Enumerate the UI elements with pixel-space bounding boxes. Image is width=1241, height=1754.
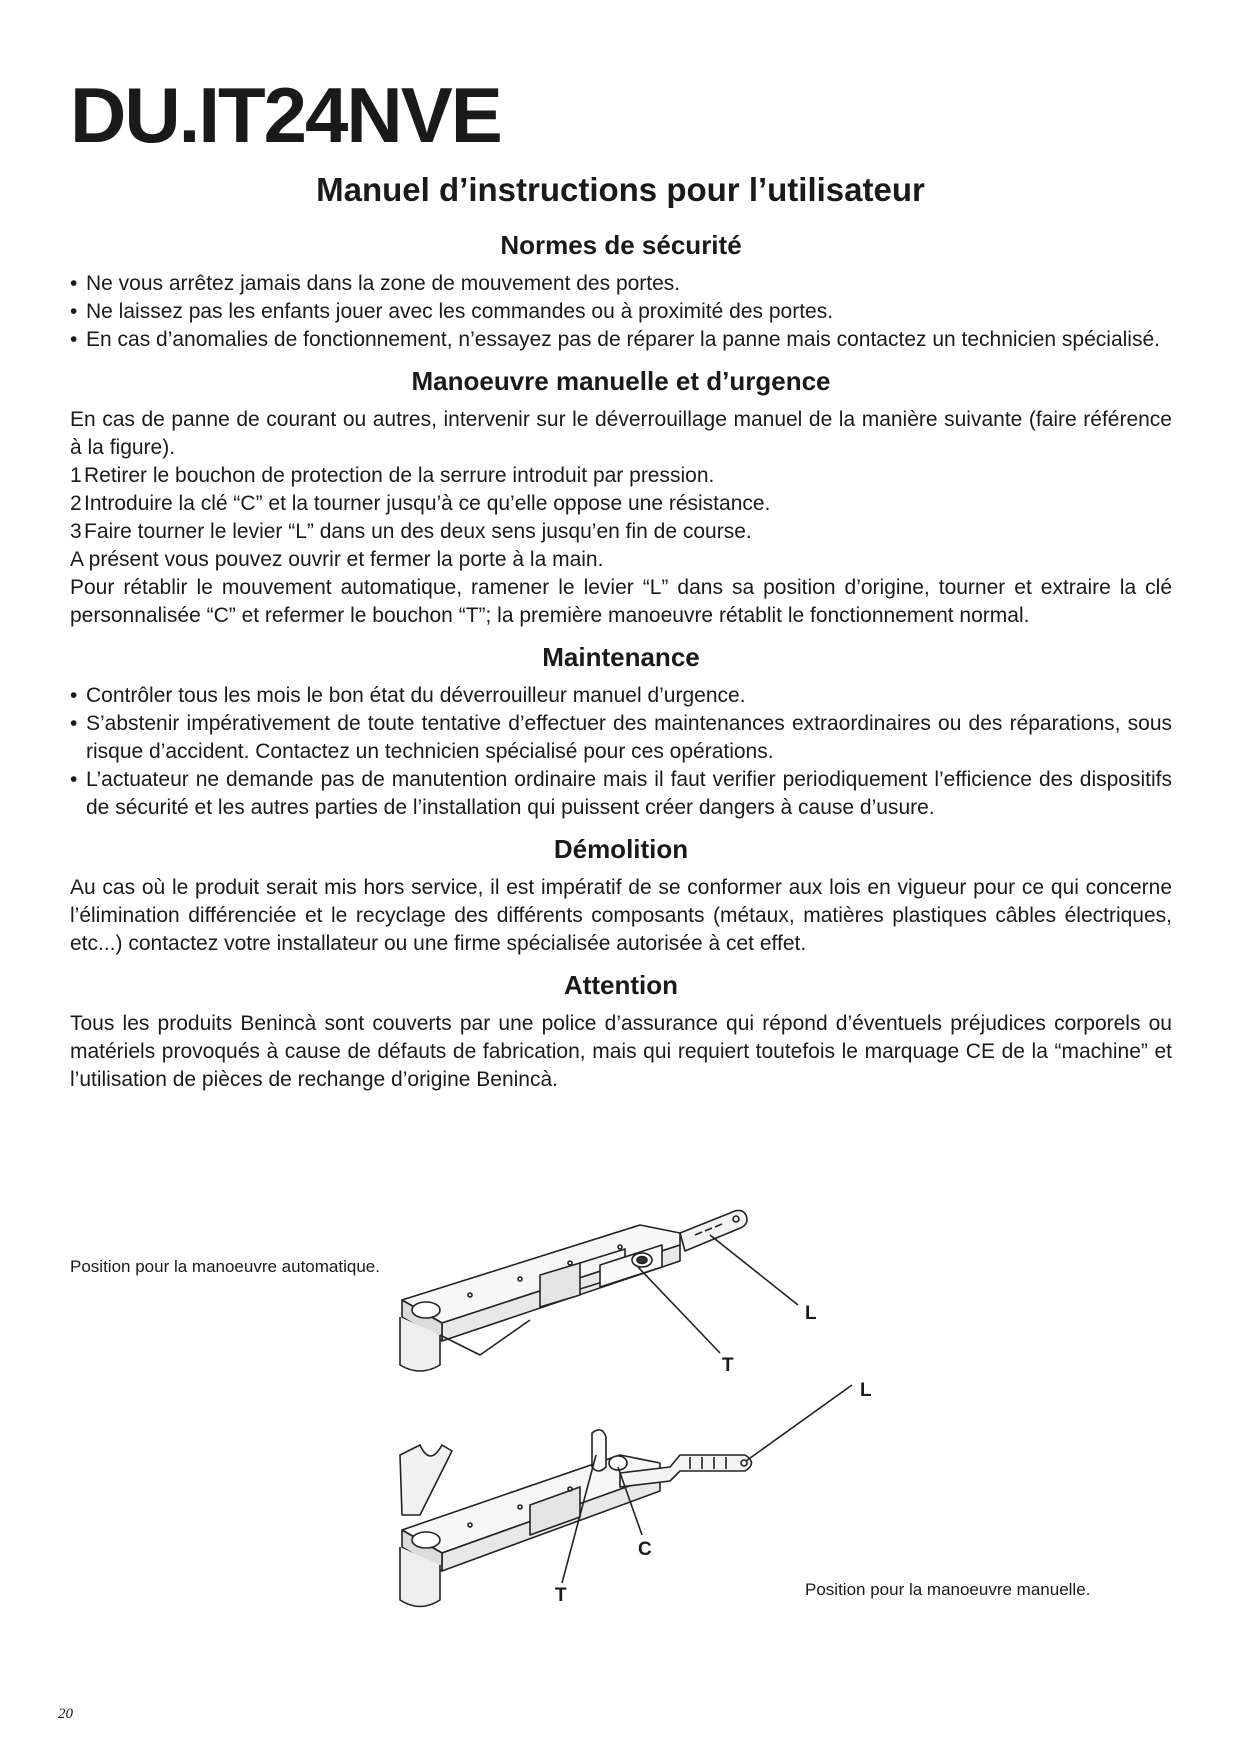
manual-after: A présent vous pouvez ouvrir et fermer la porte à la main. (70, 548, 604, 571)
list-item: • Ne vous arrêtez jamais dans la zone de mouvement des portes. (70, 270, 1172, 298)
actuator-automatic-position (400, 1210, 798, 1371)
manual-subtitle: Manuel d’instructions pour l’utilisateur (316, 171, 925, 208)
label-lever-bottom: L (860, 1380, 872, 1401)
section-manual (70, 364, 1172, 630)
manual-restore: Pour rétablir le mouvement automatique, ramener le levier “L” dans sa position d’origine, tourner et extraire la clé personnalisée “C” et refermer le bouchon “T”; la première manoeuvre rétablit le fonctionnement normal. (70, 576, 1172, 627)
attention-text: Tous les produits Benincà sont couverts par une police d’assurance qui répond d’éventuels préjudices corporels ou matériels provoqués à cause de défauts de fabrication, mais qui requiert toutefois le marquage CE de la “machine” et l’utilisation de pièces de rechange d’origine Benincà. (70, 1012, 1172, 1091)
list-item: • S’abstenir impérativement de toute tentative d’effectuer des maintenances extraordinaires ou des réparations, sous risque d’accident. Contactez un technicien spécialisé pour ces opérations. (70, 710, 1172, 766)
step-number: 1 (70, 464, 82, 487)
document-body (70, 228, 1172, 1104)
manual-intro: En cas de panne de courant ou autres, intervenir sur le déverrouillage manuel de la manière suivante (faire référence à la figure). (70, 408, 1172, 459)
actuator-drawing (380, 1205, 1140, 1705)
maintenance-list (70, 682, 1172, 822)
safety-list (70, 270, 1172, 354)
step-text: Retirer le bouchon de protection de la serrure introduit par pression. (84, 464, 715, 487)
list-item: • Contrôler tous les mois le bon état du déverrouilleur manuel d’urgence. (70, 682, 1172, 710)
actuator-manual-position (400, 1385, 852, 1607)
section-demolition (70, 832, 1172, 958)
label-key-bottom: C (638, 1539, 652, 1560)
step-number: 2 (70, 492, 82, 515)
unlock-figure (380, 1205, 1140, 1705)
step-number: 3 (70, 520, 82, 543)
list-item (70, 518, 1172, 546)
page-number: 20 (58, 1706, 73, 1722)
list-item (70, 490, 1172, 518)
section-safety (70, 228, 1172, 354)
label-cap-top: T (722, 1355, 734, 1376)
model-title: DU.IT24NVE (70, 71, 501, 159)
step-text: Introduire la clé “C” et la tourner jusqu’à ce qu’elle oppose une résistance. (84, 492, 771, 515)
section-title-attention: Attention (563, 970, 679, 1000)
list-item: • L’actuateur ne demande pas de manutention ordinaire mais il faut verifier periodiquement l’efficience des dispositifs de sécurité et les autres parties de l’installation qui puissent créer dangers à cause d’usure. (70, 766, 1172, 822)
list-item (70, 462, 1172, 490)
section-title-maintenance: Maintenance (542, 642, 700, 672)
caption-auto: Position pour la manoeuvre automatique. (70, 1257, 380, 1276)
manual-steps (70, 462, 1172, 546)
list-item: • Ne laissez pas les enfants jouer avec les commandes ou à proximité des portes. (70, 298, 1172, 326)
caption-manual: Position pour la manoeuvre manuelle. (805, 1580, 1091, 1599)
step-text: Faire tourner le levier “L” dans un des deux sens jusqu’en fin de course. (84, 520, 752, 543)
section-title-demolition: Démolition (553, 834, 689, 864)
section-attention (70, 968, 1172, 1094)
label-cap-bottom: T (555, 1585, 567, 1606)
label-lever-top: L (805, 1303, 817, 1324)
section-title-safety: Normes de sécurité (500, 230, 742, 260)
list-item: • En cas d’anomalies de fonctionnement, n’essayez pas de réparer la panne mais contactez un technicien spécialisé. (70, 326, 1172, 354)
demolition-text: Au cas où le produit serait mis hors service, il est impératif de se conformer aux lois en vigueur pour ce qui concerne l’élimination différenciée et le recyclage des différents composants (métaux, matières plastiques câbles électriques, etc...) contactez votre installateur ou une firme spécialisée autorisée à cet effet. (70, 876, 1172, 955)
section-title-manual: Manoeuvre manuelle et d’urgence (411, 366, 831, 396)
section-maintenance (70, 640, 1172, 822)
